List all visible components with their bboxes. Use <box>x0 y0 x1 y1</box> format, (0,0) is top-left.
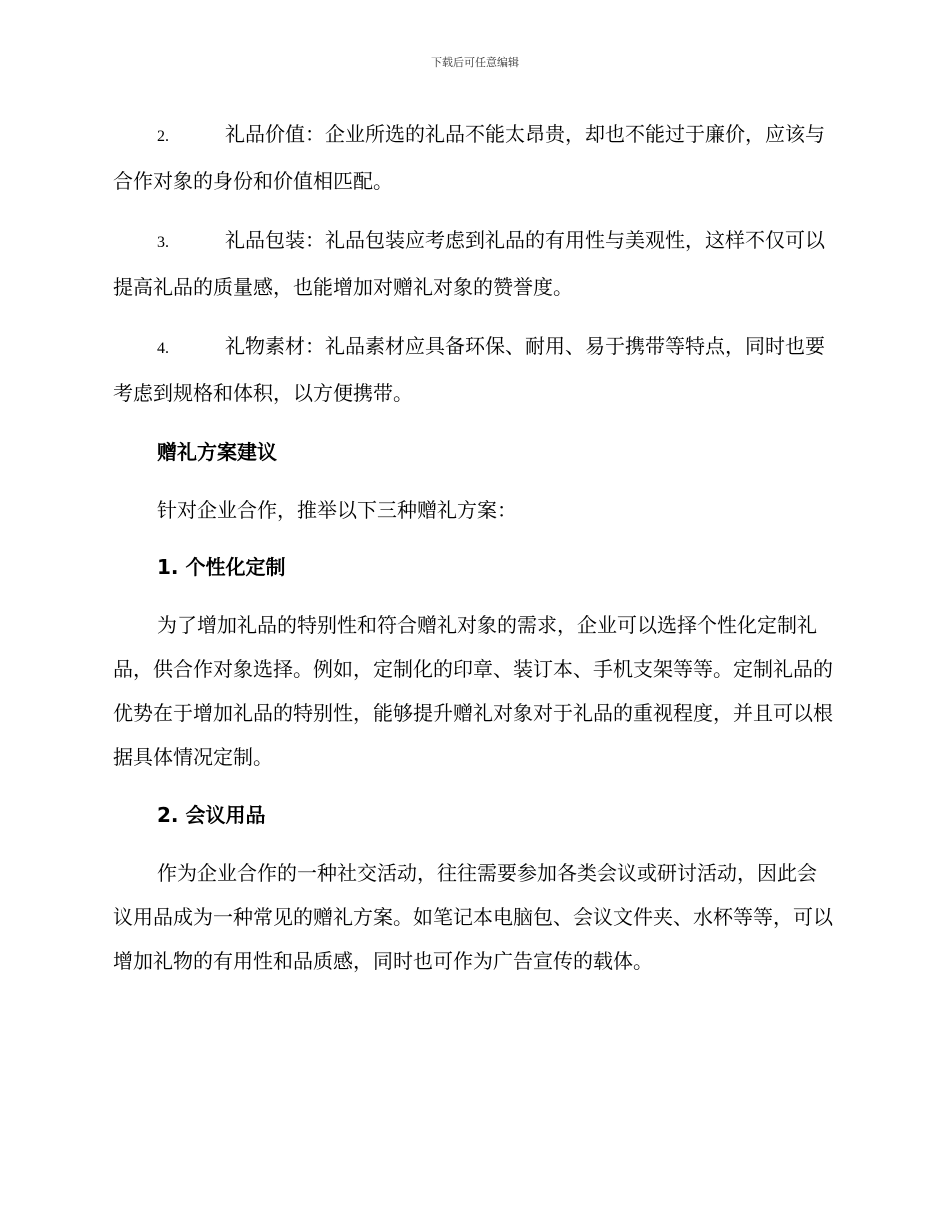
section-heading: 赠礼方案建议 <box>157 440 277 464</box>
plan-heading-customization: 1. 个性化定制 <box>157 555 286 579</box>
list-item <box>113 324 833 415</box>
list-item-text: 礼品价值：企业所选的礼品不能太昂贵，却也不能过于廉价，应该与合作对象的身份和价值相匹配。 <box>113 122 825 193</box>
list-item-text: 礼物素材：礼品素材应具备环保、耐用、易于携带等特点，同时也要考虑到规格和体积，以方便携带。 <box>113 334 825 405</box>
plan-paragraph-meeting-supplies: 作为企业合作的一种社交活动，往往需要参加各类会议或研讨活动，因此会议用品成为一种常见的赠礼方案。如笔记本电脑包、会议文件夹、水杯等等，可以增加礼物的有用性和品质感，同时也可作为广告宣传的载体。 <box>113 861 833 973</box>
plan-paragraph-customization: 为了增加礼品的特别性和符合赠礼对象的需求，企业可以选择个性化定制礼品，供合作对象选择。例如，定制化的印章、装订本、手机支架等等。定制礼品的优势在于增加礼品的特别性，能够提升赠礼对象对于礼品的重视程度，并且可以根据具体情况定制。 <box>113 613 833 769</box>
list-item-number: 4. <box>157 340 169 357</box>
plan-heading-meeting-supplies: 2. 会议用品 <box>157 803 266 827</box>
page-header: 下载后可任意编辑 <box>431 56 519 69</box>
list-item-text: 礼品包装：礼品包装应考虑到礼品的有用性与美观性，这样不仅可以提高礼品的质量感，也能增加对赠礼对象的赞誉度。 <box>113 228 825 299</box>
list-item <box>113 218 833 309</box>
section-intro: 针对企业合作，推举以下三种赠礼方案： <box>157 498 517 522</box>
list-item-number: 2. <box>157 128 169 145</box>
list-item <box>113 112 833 203</box>
list-item-number: 3. <box>157 234 169 251</box>
document-body <box>113 112 833 997</box>
